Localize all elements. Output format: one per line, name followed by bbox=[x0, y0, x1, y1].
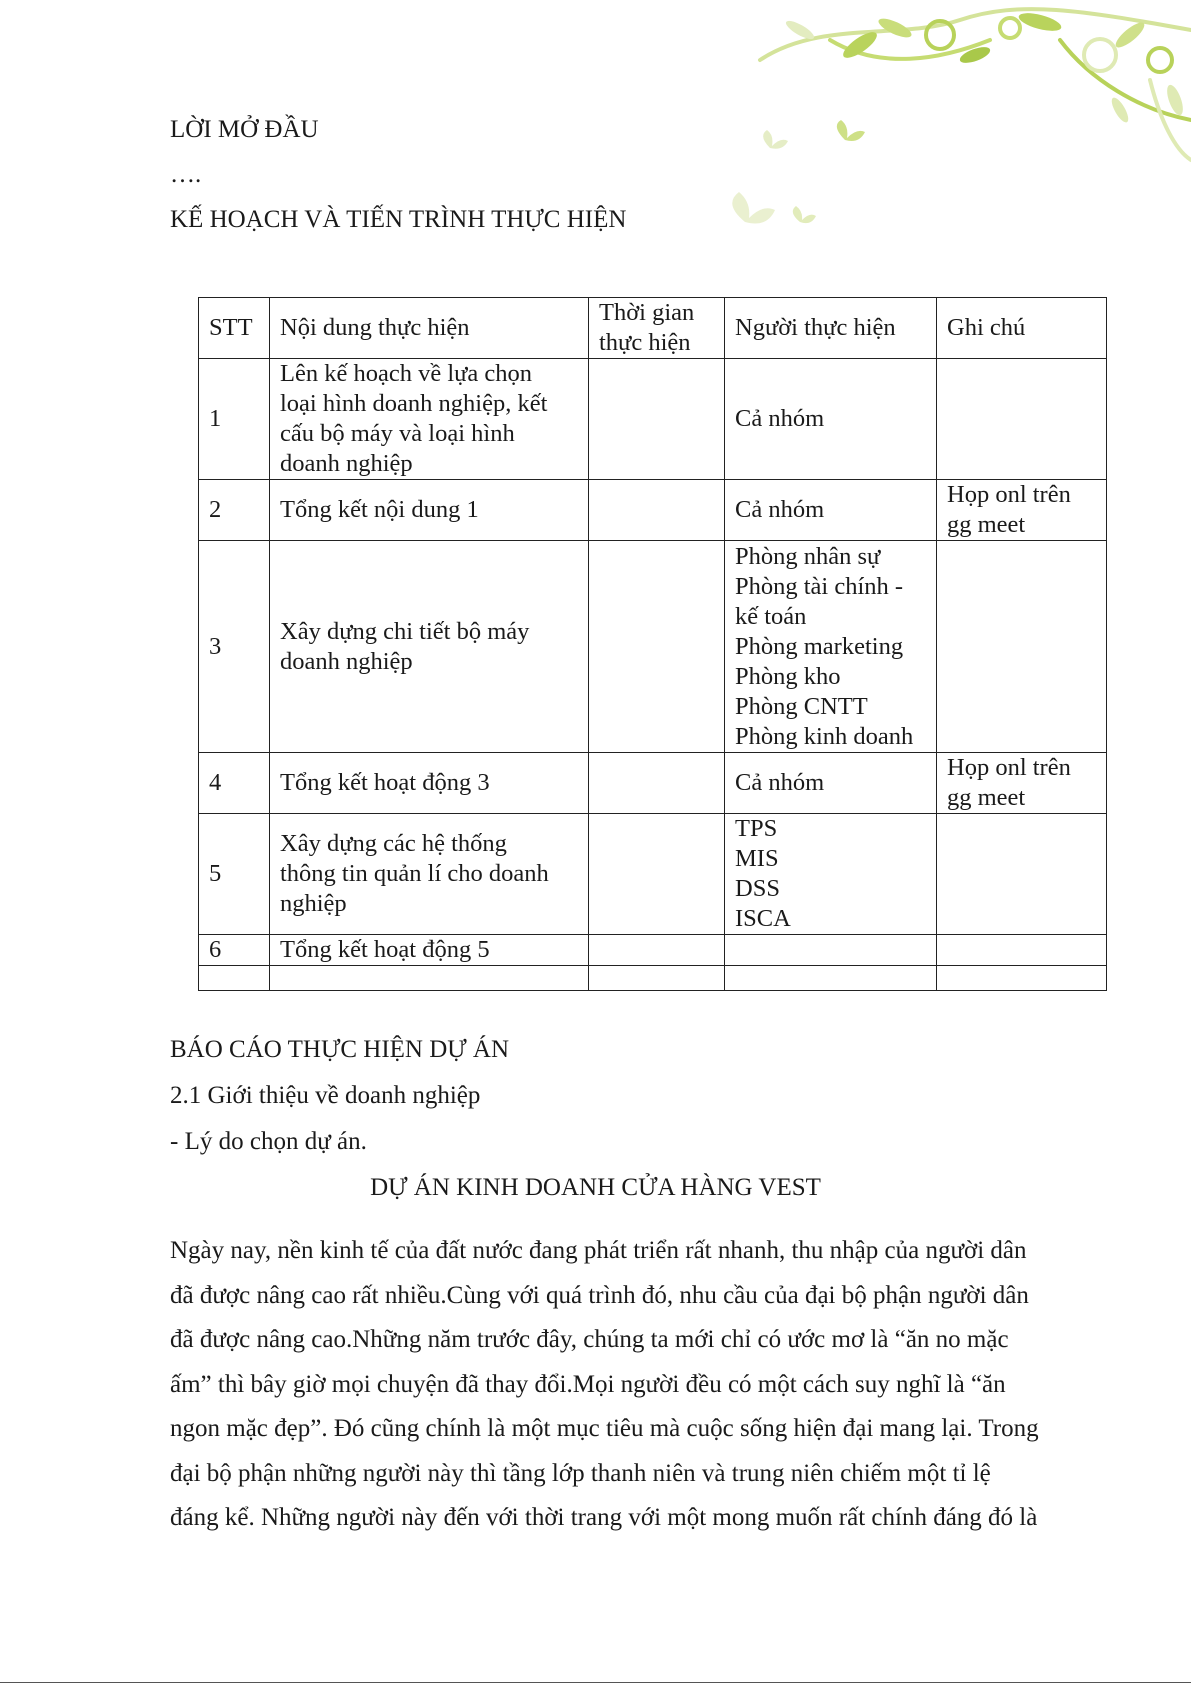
cell-person-line: kế toán bbox=[735, 602, 807, 630]
cell-stt: 6 bbox=[199, 935, 270, 966]
table-row bbox=[199, 541, 1107, 753]
cell-person-line: Phòng nhân sự bbox=[735, 542, 881, 570]
header-time bbox=[589, 298, 725, 359]
cell-note-line: Họp onl trên bbox=[947, 754, 1071, 781]
cell-person bbox=[725, 814, 937, 935]
cell-content bbox=[270, 935, 589, 966]
cell-time bbox=[589, 359, 725, 480]
cell-content-line: Tổng kết hoạt động 3 bbox=[280, 769, 490, 796]
paragraph-line: đã được nâng cao.Những năm trước đây, chúng ta mới chỉ có ước mơ là “ăn no mặc bbox=[170, 1326, 1009, 1353]
paragraph-line: đã được nâng cao rất nhiều.Cùng với quá trình đó, nhu cầu của đại bộ phận người dân bbox=[170, 1281, 1029, 1309]
cell-note bbox=[937, 814, 1107, 935]
header-stt: STT bbox=[199, 298, 270, 359]
table-row bbox=[199, 814, 1107, 935]
cell-person bbox=[725, 359, 937, 480]
plan-table bbox=[198, 297, 1107, 991]
table-row bbox=[199, 480, 1107, 541]
cell-time bbox=[589, 935, 725, 966]
cell-person-line: Phòng marketing bbox=[735, 632, 904, 660]
cell-content-line: Xây dựng chi tiết bộ máy bbox=[280, 617, 530, 645]
table-header-row bbox=[199, 298, 1107, 359]
cell-person-line: Cả nhóm bbox=[735, 496, 825, 523]
paragraph-line: ấm” thì bây giờ mọi chuyện đã thay đổi.Mọi người đều có một cách suy nghĩ là “ăn bbox=[170, 1370, 1006, 1398]
cell-content-line: Lên kế hoạch về lựa chọn bbox=[280, 360, 533, 387]
header-time-line2: thực hiện bbox=[599, 329, 691, 356]
cell-content bbox=[270, 359, 589, 480]
paragraph-line: đáng kể. Những người này đến với thời trang với một mong muốn rất chính đáng đó là bbox=[170, 1504, 1038, 1531]
header-person: Người thực hiện bbox=[725, 298, 937, 359]
paragraph-line: ngon mặc đẹp”. Đó cũng chính là một mục tiêu mà cuộc sống hiện đại mang lại. Trong bbox=[170, 1415, 1039, 1442]
cell-content-line: loại hình doanh nghiệp, kết bbox=[280, 390, 548, 417]
cell-content-line: doanh nghiệp bbox=[280, 647, 413, 675]
cell-note bbox=[937, 935, 1107, 966]
intro-heading: LỜI MỞ ĐẦU bbox=[170, 116, 319, 143]
cell-content bbox=[270, 814, 589, 935]
cell-stt: 1 bbox=[199, 359, 270, 480]
cell-person bbox=[725, 480, 937, 541]
table-row bbox=[199, 753, 1107, 814]
page-bottom-border bbox=[0, 1682, 1191, 1683]
cell-stt: 4 bbox=[199, 753, 270, 814]
cell-stt: 2 bbox=[199, 480, 270, 541]
cell-content-line: nghiệp bbox=[280, 890, 347, 917]
cell-stt: 5 bbox=[199, 814, 270, 935]
cell-person bbox=[725, 935, 937, 966]
cell-note bbox=[937, 480, 1107, 541]
paragraph-line: đại bộ phận những người này thì tầng lớp thanh niên và trung niên chiếm một tỉ lệ bbox=[170, 1459, 991, 1487]
cell-person-line: Phòng tài chính - bbox=[735, 572, 904, 600]
table-row-empty bbox=[199, 966, 1107, 991]
header-time-line1: Thời gian bbox=[599, 299, 695, 326]
cell-note-line: gg meet bbox=[947, 511, 1026, 538]
cell-person bbox=[725, 753, 937, 814]
cell-note-line: gg meet bbox=[947, 784, 1026, 811]
header-content: Nội dung thực hiện bbox=[270, 298, 589, 359]
cell-person-line: Cả nhóm bbox=[735, 405, 825, 432]
intro-paragraph bbox=[170, 1229, 1080, 1541]
cell-stt: 3 bbox=[199, 541, 270, 753]
cell-time bbox=[589, 541, 725, 753]
cell-content bbox=[270, 753, 589, 814]
cell-content-line: cấu bộ máy và loại hình bbox=[280, 420, 515, 447]
cell-person-line: Phòng CNTT bbox=[735, 692, 868, 720]
table-row bbox=[199, 935, 1107, 966]
cell-person-line: TPS bbox=[735, 815, 778, 842]
plan-heading: KẾ HOẠCH VÀ TIẾN TRÌNH THỰC HIỆN bbox=[170, 206, 627, 233]
cell-content bbox=[270, 541, 589, 753]
table-row bbox=[199, 359, 1107, 480]
cell-person bbox=[725, 541, 937, 753]
cell-content-line: Xây dựng các hệ thống bbox=[280, 830, 507, 857]
cell-content-line: doanh nghiệp bbox=[280, 450, 413, 477]
cell-note bbox=[937, 541, 1107, 753]
cell-person-line: Phòng kinh doanh bbox=[735, 722, 914, 750]
cell-content-line: thông tin quản lí cho doanh bbox=[280, 860, 549, 887]
header-note: Ghi chú bbox=[937, 298, 1107, 359]
paragraph-line: Ngày nay, nền kinh tế của đất nước đang phát triển rất nhanh, thu nhập của người dân bbox=[170, 1237, 1027, 1264]
cell-person-line: Phòng kho bbox=[735, 662, 841, 690]
cell-person-line: MIS bbox=[735, 845, 779, 872]
cell-note bbox=[937, 359, 1107, 480]
cell-note bbox=[937, 753, 1107, 814]
project-title: DỰ ÁN KINH DOANH CỬA HÀNG VEST bbox=[370, 1174, 821, 1201]
cell-person-line: ISCA bbox=[735, 905, 791, 932]
cell-content bbox=[270, 480, 589, 541]
cell-time bbox=[589, 814, 725, 935]
section-2-1-heading: 2.1 Giới thiệu về doanh nghiệp bbox=[170, 1082, 481, 1109]
cell-content-line: Tổng kết hoạt động 5 bbox=[280, 936, 490, 963]
cell-person-line: Cả nhóm bbox=[735, 769, 825, 796]
cell-time bbox=[589, 480, 725, 541]
cell-note-line: Họp onl trên bbox=[947, 481, 1071, 508]
ellipsis-text: …. bbox=[170, 161, 202, 188]
cell-person-line: DSS bbox=[735, 875, 780, 902]
reason-text: - Lý do chọn dự án. bbox=[170, 1128, 367, 1155]
report-heading: BÁO CÁO THỰC HIỆN DỰ ÁN bbox=[170, 1036, 510, 1063]
cell-time bbox=[589, 753, 725, 814]
cell-content-line: Tổng kết nội dung 1 bbox=[280, 496, 479, 523]
